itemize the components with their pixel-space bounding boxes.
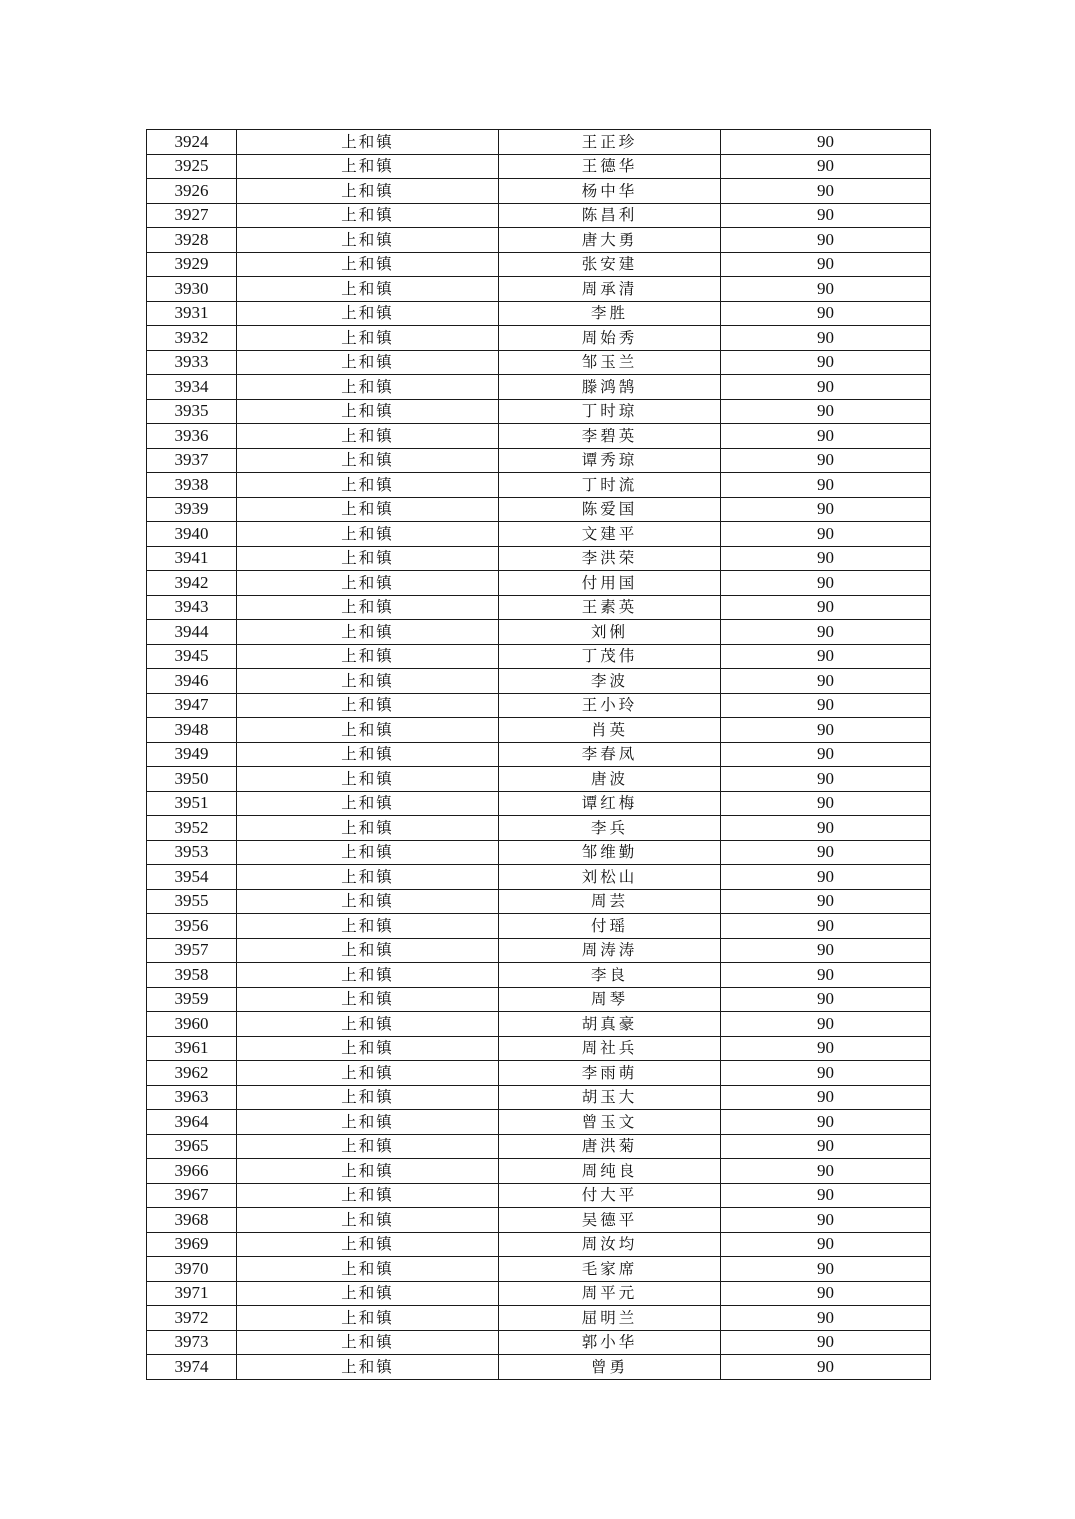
cell-town: 上和镇 xyxy=(237,889,499,914)
cell-name: 陈昌利 xyxy=(499,203,721,228)
cell-name: 郭小华 xyxy=(499,1330,721,1355)
cell-town: 上和镇 xyxy=(237,1159,499,1184)
cell-amount: 90 xyxy=(721,1208,931,1233)
cell-town: 上和镇 xyxy=(237,154,499,179)
table-row xyxy=(147,742,931,767)
cell-town: 上和镇 xyxy=(237,791,499,816)
cell-town: 上和镇 xyxy=(237,546,499,571)
cell-name: 周芸 xyxy=(499,889,721,914)
cell-town: 上和镇 xyxy=(237,718,499,743)
table-row xyxy=(147,154,931,179)
cell-amount: 90 xyxy=(721,1330,931,1355)
cell-amount: 90 xyxy=(721,179,931,204)
cell-number: 3938 xyxy=(147,473,237,498)
cell-name: 唐波 xyxy=(499,767,721,792)
cell-town: 上和镇 xyxy=(237,669,499,694)
cell-number: 3934 xyxy=(147,375,237,400)
cell-amount: 90 xyxy=(721,203,931,228)
table-row xyxy=(147,399,931,424)
cell-amount: 90 xyxy=(721,718,931,743)
cell-name: 周汝均 xyxy=(499,1232,721,1257)
table-row xyxy=(147,1134,931,1159)
table-row xyxy=(147,301,931,326)
cell-amount: 90 xyxy=(721,840,931,865)
cell-town: 上和镇 xyxy=(237,1232,499,1257)
cell-town: 上和镇 xyxy=(237,767,499,792)
table-row xyxy=(147,1306,931,1331)
table-row xyxy=(147,1159,931,1184)
cell-amount: 90 xyxy=(721,1036,931,1061)
cell-number: 3932 xyxy=(147,326,237,351)
table-row xyxy=(147,424,931,449)
cell-name: 李胜 xyxy=(499,301,721,326)
cell-name: 王小玲 xyxy=(499,693,721,718)
cell-town: 上和镇 xyxy=(237,1183,499,1208)
cell-name: 陈爱国 xyxy=(499,497,721,522)
cell-number: 3940 xyxy=(147,522,237,547)
cell-name: 王素英 xyxy=(499,595,721,620)
table-row xyxy=(147,203,931,228)
cell-amount: 90 xyxy=(721,914,931,939)
cell-name: 文建平 xyxy=(499,522,721,547)
cell-town: 上和镇 xyxy=(237,595,499,620)
cell-amount: 90 xyxy=(721,228,931,253)
cell-amount: 90 xyxy=(721,889,931,914)
cell-name: 丁茂伟 xyxy=(499,644,721,669)
table-row xyxy=(147,1281,931,1306)
cell-name: 唐大勇 xyxy=(499,228,721,253)
cell-name: 周始秀 xyxy=(499,326,721,351)
cell-name: 李洪荣 xyxy=(499,546,721,571)
cell-amount: 90 xyxy=(721,1281,931,1306)
table-row xyxy=(147,497,931,522)
cell-amount: 90 xyxy=(721,1061,931,1086)
cell-town: 上和镇 xyxy=(237,1330,499,1355)
cell-name: 周社兵 xyxy=(499,1036,721,1061)
cell-town: 上和镇 xyxy=(237,1134,499,1159)
table-row xyxy=(147,938,931,963)
cell-amount: 90 xyxy=(721,1110,931,1135)
cell-number: 3944 xyxy=(147,620,237,645)
cell-name: 张安建 xyxy=(499,252,721,277)
cell-amount: 90 xyxy=(721,620,931,645)
cell-number: 3958 xyxy=(147,963,237,988)
table-row xyxy=(147,326,931,351)
cell-amount: 90 xyxy=(721,154,931,179)
cell-name: 周琴 xyxy=(499,987,721,1012)
cell-amount: 90 xyxy=(721,473,931,498)
table-row xyxy=(147,448,931,473)
cell-name: 丁时琼 xyxy=(499,399,721,424)
cell-number: 3926 xyxy=(147,179,237,204)
table-row xyxy=(147,350,931,375)
cell-number: 3948 xyxy=(147,718,237,743)
cell-number: 3928 xyxy=(147,228,237,253)
cell-number: 3942 xyxy=(147,571,237,596)
table-row xyxy=(147,571,931,596)
table-row xyxy=(147,1183,931,1208)
table-row xyxy=(147,718,931,743)
cell-number: 3965 xyxy=(147,1134,237,1159)
table-row xyxy=(147,595,931,620)
cell-name: 周平元 xyxy=(499,1281,721,1306)
cell-number: 3936 xyxy=(147,424,237,449)
cell-number: 3971 xyxy=(147,1281,237,1306)
table-row xyxy=(147,1085,931,1110)
cell-amount: 90 xyxy=(721,252,931,277)
cell-town: 上和镇 xyxy=(237,987,499,1012)
table-row xyxy=(147,669,931,694)
table-row xyxy=(147,914,931,939)
cell-name: 唐洪菊 xyxy=(499,1134,721,1159)
cell-name: 周承清 xyxy=(499,277,721,302)
cell-name: 肖英 xyxy=(499,718,721,743)
cell-amount: 90 xyxy=(721,326,931,351)
table-row xyxy=(147,179,931,204)
cell-name: 李雨萌 xyxy=(499,1061,721,1086)
cell-number: 3959 xyxy=(147,987,237,1012)
table-row xyxy=(147,277,931,302)
cell-name: 李兵 xyxy=(499,816,721,841)
table-row xyxy=(147,791,931,816)
cell-town: 上和镇 xyxy=(237,424,499,449)
cell-name: 李碧英 xyxy=(499,424,721,449)
table-row xyxy=(147,620,931,645)
cell-number: 3963 xyxy=(147,1085,237,1110)
cell-number: 3970 xyxy=(147,1257,237,1282)
cell-town: 上和镇 xyxy=(237,1085,499,1110)
cell-amount: 90 xyxy=(721,497,931,522)
cell-town: 上和镇 xyxy=(237,375,499,400)
table-row xyxy=(147,252,931,277)
cell-number: 3957 xyxy=(147,938,237,963)
table-row xyxy=(147,987,931,1012)
cell-name: 邹玉兰 xyxy=(499,350,721,375)
cell-name: 刘俐 xyxy=(499,620,721,645)
cell-amount: 90 xyxy=(721,1085,931,1110)
cell-name: 付用国 xyxy=(499,571,721,596)
cell-amount: 90 xyxy=(721,1134,931,1159)
table-row xyxy=(147,1355,931,1380)
cell-name: 周纯良 xyxy=(499,1159,721,1184)
cell-name: 邹维勤 xyxy=(499,840,721,865)
cell-town: 上和镇 xyxy=(237,301,499,326)
cell-town: 上和镇 xyxy=(237,571,499,596)
table-row xyxy=(147,375,931,400)
cell-number: 3941 xyxy=(147,546,237,571)
cell-number: 3933 xyxy=(147,350,237,375)
table-row xyxy=(147,1036,931,1061)
cell-name: 周涛涛 xyxy=(499,938,721,963)
cell-amount: 90 xyxy=(721,522,931,547)
cell-number: 3945 xyxy=(147,644,237,669)
cell-name: 谭红梅 xyxy=(499,791,721,816)
table-row xyxy=(147,963,931,988)
cell-town: 上和镇 xyxy=(237,1281,499,1306)
table-row xyxy=(147,767,931,792)
cell-town: 上和镇 xyxy=(237,1208,499,1233)
cell-town: 上和镇 xyxy=(237,326,499,351)
cell-town: 上和镇 xyxy=(237,497,499,522)
cell-amount: 90 xyxy=(721,301,931,326)
table-row xyxy=(147,546,931,571)
cell-amount: 90 xyxy=(721,644,931,669)
cell-name: 吴德平 xyxy=(499,1208,721,1233)
table-row xyxy=(147,522,931,547)
cell-number: 3960 xyxy=(147,1012,237,1037)
cell-town: 上和镇 xyxy=(237,938,499,963)
roster-table xyxy=(146,129,931,1380)
table-row xyxy=(147,1110,931,1135)
cell-town: 上和镇 xyxy=(237,644,499,669)
cell-name: 丁时流 xyxy=(499,473,721,498)
cell-amount: 90 xyxy=(721,424,931,449)
cell-number: 3939 xyxy=(147,497,237,522)
cell-town: 上和镇 xyxy=(237,448,499,473)
cell-number: 3961 xyxy=(147,1036,237,1061)
cell-number: 3955 xyxy=(147,889,237,914)
cell-number: 3943 xyxy=(147,595,237,620)
cell-amount: 90 xyxy=(721,399,931,424)
cell-amount: 90 xyxy=(721,375,931,400)
cell-number: 3950 xyxy=(147,767,237,792)
cell-town: 上和镇 xyxy=(237,914,499,939)
table-row xyxy=(147,644,931,669)
cell-town: 上和镇 xyxy=(237,1012,499,1037)
cell-number: 3964 xyxy=(147,1110,237,1135)
cell-name: 付大平 xyxy=(499,1183,721,1208)
cell-number: 3935 xyxy=(147,399,237,424)
cell-number: 3931 xyxy=(147,301,237,326)
cell-number: 3974 xyxy=(147,1355,237,1380)
table-row xyxy=(147,473,931,498)
cell-number: 3966 xyxy=(147,1159,237,1184)
cell-town: 上和镇 xyxy=(237,742,499,767)
cell-amount: 90 xyxy=(721,938,931,963)
cell-town: 上和镇 xyxy=(237,277,499,302)
cell-amount: 90 xyxy=(721,130,931,155)
cell-number: 3972 xyxy=(147,1306,237,1331)
cell-town: 上和镇 xyxy=(237,179,499,204)
cell-amount: 90 xyxy=(721,1257,931,1282)
cell-number: 3953 xyxy=(147,840,237,865)
table-row xyxy=(147,840,931,865)
cell-amount: 90 xyxy=(721,448,931,473)
table-row xyxy=(147,130,931,155)
cell-number: 3956 xyxy=(147,914,237,939)
cell-town: 上和镇 xyxy=(237,840,499,865)
cell-amount: 90 xyxy=(721,1183,931,1208)
cell-amount: 90 xyxy=(721,816,931,841)
cell-name: 曾勇 xyxy=(499,1355,721,1380)
table-row xyxy=(147,865,931,890)
cell-name: 王正珍 xyxy=(499,130,721,155)
cell-town: 上和镇 xyxy=(237,1061,499,1086)
cell-name: 付瑶 xyxy=(499,914,721,939)
cell-number: 3930 xyxy=(147,277,237,302)
table-row xyxy=(147,1330,931,1355)
cell-number: 3929 xyxy=(147,252,237,277)
cell-name: 滕鸿鹄 xyxy=(499,375,721,400)
cell-town: 上和镇 xyxy=(237,130,499,155)
cell-number: 3954 xyxy=(147,865,237,890)
cell-name: 毛家席 xyxy=(499,1257,721,1282)
table-row xyxy=(147,816,931,841)
table-row xyxy=(147,1061,931,1086)
cell-town: 上和镇 xyxy=(237,963,499,988)
cell-town: 上和镇 xyxy=(237,1110,499,1135)
cell-town: 上和镇 xyxy=(237,522,499,547)
cell-name: 谭秀琼 xyxy=(499,448,721,473)
cell-name: 屈明兰 xyxy=(499,1306,721,1331)
cell-name: 李良 xyxy=(499,963,721,988)
cell-amount: 90 xyxy=(721,1159,931,1184)
cell-amount: 90 xyxy=(721,791,931,816)
cell-town: 上和镇 xyxy=(237,228,499,253)
cell-name: 胡玉大 xyxy=(499,1085,721,1110)
cell-town: 上和镇 xyxy=(237,473,499,498)
cell-amount: 90 xyxy=(721,546,931,571)
cell-number: 3947 xyxy=(147,693,237,718)
cell-number: 3949 xyxy=(147,742,237,767)
cell-name: 刘松山 xyxy=(499,865,721,890)
cell-name: 李春凤 xyxy=(499,742,721,767)
table-row xyxy=(147,1232,931,1257)
table-row xyxy=(147,228,931,253)
cell-amount: 90 xyxy=(721,693,931,718)
cell-town: 上和镇 xyxy=(237,1257,499,1282)
cell-amount: 90 xyxy=(721,595,931,620)
cell-name: 曾玉文 xyxy=(499,1110,721,1135)
cell-amount: 90 xyxy=(721,987,931,1012)
cell-name: 李波 xyxy=(499,669,721,694)
cell-number: 3925 xyxy=(147,154,237,179)
cell-amount: 90 xyxy=(721,1012,931,1037)
cell-number: 3951 xyxy=(147,791,237,816)
cell-town: 上和镇 xyxy=(237,399,499,424)
roster-table-body xyxy=(147,130,931,1380)
cell-town: 上和镇 xyxy=(237,252,499,277)
cell-number: 3969 xyxy=(147,1232,237,1257)
cell-amount: 90 xyxy=(721,1232,931,1257)
cell-amount: 90 xyxy=(721,767,931,792)
cell-number: 3968 xyxy=(147,1208,237,1233)
cell-town: 上和镇 xyxy=(237,203,499,228)
cell-town: 上和镇 xyxy=(237,1036,499,1061)
cell-town: 上和镇 xyxy=(237,693,499,718)
table-row xyxy=(147,1012,931,1037)
cell-town: 上和镇 xyxy=(237,1306,499,1331)
cell-number: 3937 xyxy=(147,448,237,473)
cell-name: 胡真豪 xyxy=(499,1012,721,1037)
cell-number: 3924 xyxy=(147,130,237,155)
cell-number: 3973 xyxy=(147,1330,237,1355)
table-row xyxy=(147,693,931,718)
cell-town: 上和镇 xyxy=(237,620,499,645)
cell-amount: 90 xyxy=(721,963,931,988)
cell-amount: 90 xyxy=(721,865,931,890)
cell-number: 3962 xyxy=(147,1061,237,1086)
table-row xyxy=(147,1257,931,1282)
cell-amount: 90 xyxy=(721,277,931,302)
cell-amount: 90 xyxy=(721,571,931,596)
cell-amount: 90 xyxy=(721,669,931,694)
cell-amount: 90 xyxy=(721,1306,931,1331)
table-row xyxy=(147,889,931,914)
cell-number: 3927 xyxy=(147,203,237,228)
cell-amount: 90 xyxy=(721,742,931,767)
cell-name: 王德华 xyxy=(499,154,721,179)
cell-town: 上和镇 xyxy=(237,865,499,890)
cell-number: 3952 xyxy=(147,816,237,841)
cell-name: 杨中华 xyxy=(499,179,721,204)
cell-number: 3967 xyxy=(147,1183,237,1208)
table-row xyxy=(147,1208,931,1233)
cell-town: 上和镇 xyxy=(237,1355,499,1380)
cell-number: 3946 xyxy=(147,669,237,694)
cell-town: 上和镇 xyxy=(237,350,499,375)
cell-amount: 90 xyxy=(721,1355,931,1380)
cell-amount: 90 xyxy=(721,350,931,375)
cell-town: 上和镇 xyxy=(237,816,499,841)
